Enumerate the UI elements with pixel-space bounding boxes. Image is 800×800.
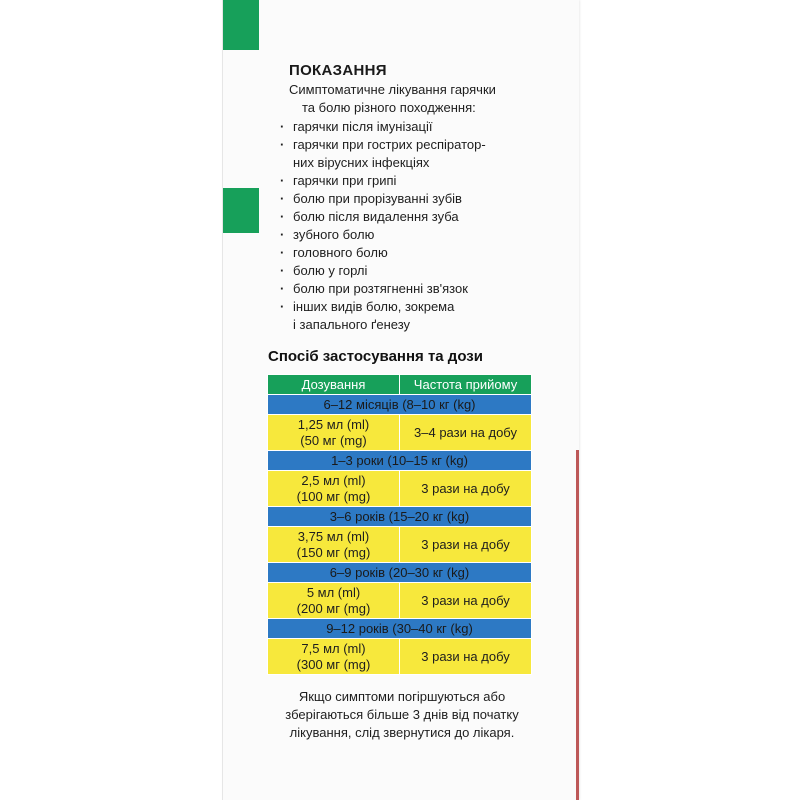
age-group-row: 3–6 років (15–20 кг (kg) xyxy=(268,507,532,527)
table-row xyxy=(268,527,532,563)
table-header-row xyxy=(268,375,532,395)
green-accent-middle xyxy=(223,188,259,233)
dose-cell: 1,25 мл (ml) (50 мг (mg) xyxy=(268,415,400,451)
table-row xyxy=(268,583,532,619)
warning-line-1: Якщо симптоми погіршуються або xyxy=(298,689,506,704)
indications-intro xyxy=(289,81,549,117)
intro-line-1: Симптоматичне лікування гарячки xyxy=(289,82,496,97)
list-item: · гарячки при грипі xyxy=(280,172,550,190)
list-item: · болю після видалення зуба xyxy=(280,208,550,226)
indications-heading: ПОКАЗАННЯ xyxy=(289,62,387,79)
frequency-cell: 3–4 рази на добу xyxy=(400,415,532,451)
dose-cell: 5 мл (ml) (200 мг (mg) xyxy=(268,583,400,619)
table-row xyxy=(268,639,532,675)
warning-line-2: зберігаються більше 3 днів від початку xyxy=(285,707,519,722)
list-item: · болю при прорізуванні зубів xyxy=(280,190,550,208)
dose-cell: 7,5 мл (ml) (300 мг (mg) xyxy=(268,639,400,675)
warning-line-3: лікування, слід звернутися до лікаря. xyxy=(289,725,515,740)
list-item: · гарячки після імунізації xyxy=(280,118,550,136)
table-row xyxy=(268,471,532,507)
list-item: · головного болю xyxy=(280,244,550,262)
indications-list xyxy=(280,118,550,334)
dosage-title: Спосіб застосування та дози xyxy=(268,348,483,365)
frequency-cell: 3 рази на добу xyxy=(400,471,532,507)
age-group-row: 9–12 років (30–40 кг (kg) xyxy=(268,619,532,639)
age-group-row: 6–9 років (20–30 кг (kg) xyxy=(268,563,532,583)
frequency-cell: 3 рази на добу xyxy=(400,527,532,563)
list-item: · гарячки при гострих респіратор- них вірусних інфекціях xyxy=(280,136,550,172)
age-group-row: 6–12 місяців (8–10 кг (kg) xyxy=(268,395,532,415)
list-item: · болю при розтягненні зв'язок xyxy=(280,280,550,298)
red-edge-stripe xyxy=(576,450,579,800)
column-header-dose: Дозування xyxy=(268,375,400,395)
frequency-cell: 3 рази на добу xyxy=(400,583,532,619)
list-item: · зубного болю xyxy=(280,226,550,244)
dose-cell: 3,75 мл (ml) (150 мг (mg) xyxy=(268,527,400,563)
table-row xyxy=(268,415,532,451)
intro-line-2: та болю різного походження: xyxy=(302,100,476,115)
list-item: · болю у горлі xyxy=(280,262,550,280)
dosage-table xyxy=(267,374,532,675)
frequency-cell: 3 рази на добу xyxy=(400,639,532,675)
dose-cell: 2,5 мл (ml) (100 мг (mg) xyxy=(268,471,400,507)
column-header-frequency: Частота прийому xyxy=(400,375,532,395)
age-group-row: 1–3 роки (10–15 кг (kg) xyxy=(268,451,532,471)
green-accent-top xyxy=(223,0,259,50)
list-item: · інших видів болю, зокрема і запального ґенезу xyxy=(280,298,550,334)
warning-note xyxy=(268,688,536,742)
